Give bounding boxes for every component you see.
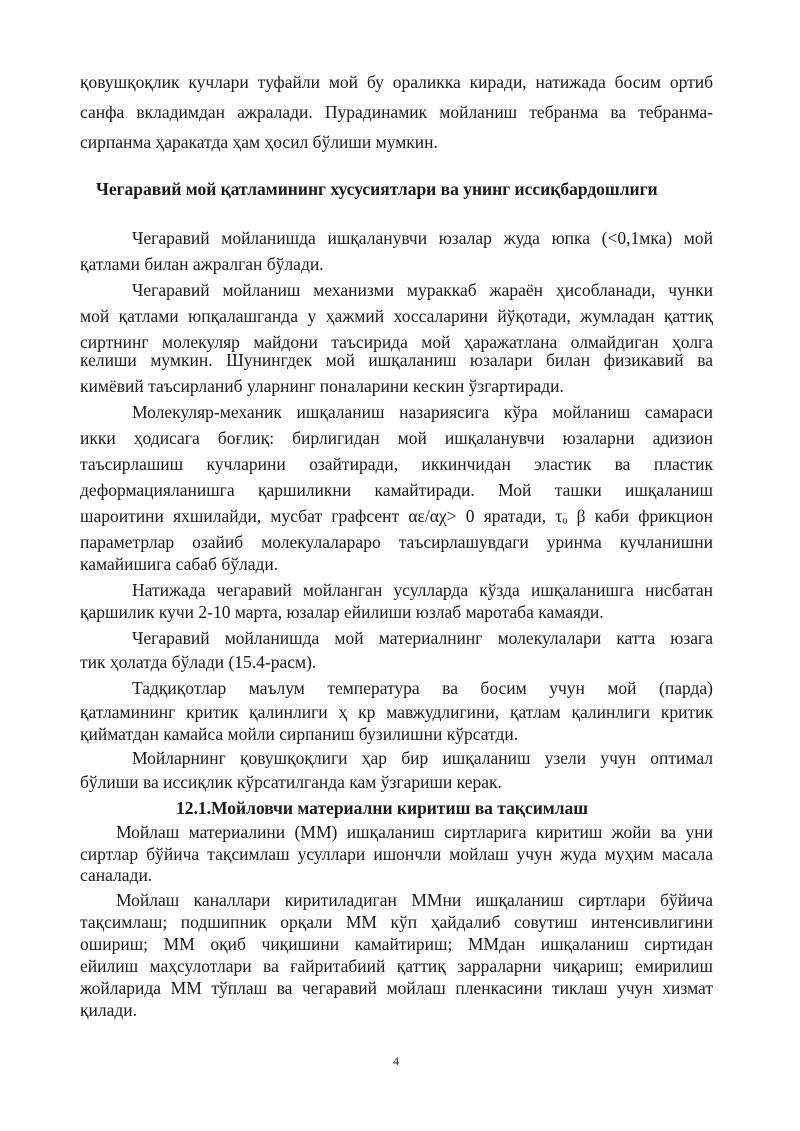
paragraph-line: камайишига сабаб бўлади. <box>80 554 279 574</box>
paragraph-line: қилади. <box>80 1000 138 1020</box>
paragraph-line: Натижада чегаравий мойланган усулларда кўзда ишқаланишга нисбатан <box>132 580 713 600</box>
intro-line: санфа вкладимдан ажралади. Пурадинамик мойланиш тебранма ва тебранма- <box>80 102 713 122</box>
paragraph-line: Молекуляр-механик ишқаланиш назариясига кўра мойланиш самараси <box>132 402 713 422</box>
paragraph-line: тақсимлаш; подшипник орқали ММ кўп ҳайдалиб совутиш интенсивлигини <box>80 912 713 932</box>
paragraph-line: жойларида ММ тўплаш ва чегаравий мойлаш пленкасини тиклаш учун хизмат <box>80 978 713 998</box>
paragraph-line: параметрлар озайиб молекулалараро таъсирлашувдаги уринма кучланишни <box>80 532 713 552</box>
paragraph-line: бўлиши ва иссиқлик кўрсатилганда кам ўзгариши керак. <box>80 772 502 792</box>
paragraph-line: деформацияланишга қаршиликни камайтиради. Мой ташки ишқаланиш <box>80 480 713 500</box>
paragraph-line: қийматдан камайса мойли сирпаниш бузилишни кўрсатди. <box>80 724 519 744</box>
paragraph-line: кимёвий таъсирланиб уларнинг поналарини кескин ўзгартиради. <box>80 376 564 396</box>
paragraph-line: Тадқиқотлар маълум температура ва босим учун мой (парда) <box>132 678 713 698</box>
paragraph-line: Мойлаш каналлари киритиладиган ММни ишқаланиш сиртлари бўйича <box>116 890 713 910</box>
section-heading: Чегаравий мой қатламининг хусусиятлари ва унинг иссиқбардошлиги <box>96 179 658 199</box>
paragraph-line: шароитини яхшилайди, мусбат графсент αε/αχ> 0 яратади, τₒ β каби фрикцион <box>80 506 713 526</box>
paragraph-line: сиртлар бўйича тақсимлаш усуллари ишончли мойлаш учун жуда муҳим масала <box>80 844 713 864</box>
paragraph-line: тик ҳолатда бўлади (15.4-расм). <box>80 652 317 672</box>
paragraph-line: Мойлаш материалини (ММ) ишқаланиш сиртларига киритиш жойи ва уни <box>116 822 713 842</box>
paragraph-line: Чегаравий мойланишда ишқаланувчи юзалар жуда юпка (<0,1мка) мой <box>132 228 713 248</box>
paragraph-line: Чегаравий мойланишда мой материалнинг молекулалари катта юзага <box>132 628 713 648</box>
paragraph-line: қаршилик кучи 2-10 марта, юзалар ейилиши юзлаб маротаба камаяди. <box>80 602 604 622</box>
paragraph-line: келиши мумкин. Шунингдек мой ишқаланиш юзалари билан физикавий ва <box>80 350 713 370</box>
paragraph-line: Чегаравий мойланиш механизми мураккаб жараён ҳисобланади, чунки <box>132 280 713 300</box>
paragraph-line: қатламининг критик қалинлиги ҳ кр мавжудлигини, қатлам қалинлиги критик <box>80 702 713 722</box>
paragraph-line: Мойларнинг қовушқоқлиги ҳар бир ишқаланиш узели учун оптимал <box>132 748 713 768</box>
paragraph-line: таъсирлашиш кучларини озайтиради, иккинчидан эластик ва пластик <box>80 454 713 474</box>
intro-line: сирпанма ҳаракатда ҳам ҳосил бўлиши мумкин. <box>80 132 438 152</box>
subsection-heading: 12.1.Мойловчи материални киритиш ва тақсимлаш <box>176 798 589 818</box>
paragraph-line: сиртнинг молекуляр майдони таъсирида мой ҳаражатлана олмайдиган ҳолга <box>80 332 713 352</box>
paragraph-line: саналади. <box>80 865 153 885</box>
paragraph-line: ейилиш маҳсулотлари ва ғайритабиий қаттиқ зарраларни чиқариш; емирилиш <box>80 956 713 976</box>
paragraph-line: ошириш; ММ оқиб чиқишини камайтириш; ММдан ишқаланиш сиртидан <box>80 934 713 954</box>
intro-line: қовушқоқлик кучлари туфайли мой бу ораликка киради, натижада босим ортиб <box>80 72 713 92</box>
paragraph-line: икки ҳодисага боғлиқ: бирлигидан мой ишқаланувчи юзаларни адизион <box>80 428 713 448</box>
paragraph-line: қатлами билан ажралган бўлади. <box>80 254 324 274</box>
page-number: 4 <box>393 1054 399 1068</box>
paragraph-line: мой қатлами юпқалашганда у ҳажмий хоссаларини йўқотади, жумладан қаттиқ <box>80 306 713 326</box>
